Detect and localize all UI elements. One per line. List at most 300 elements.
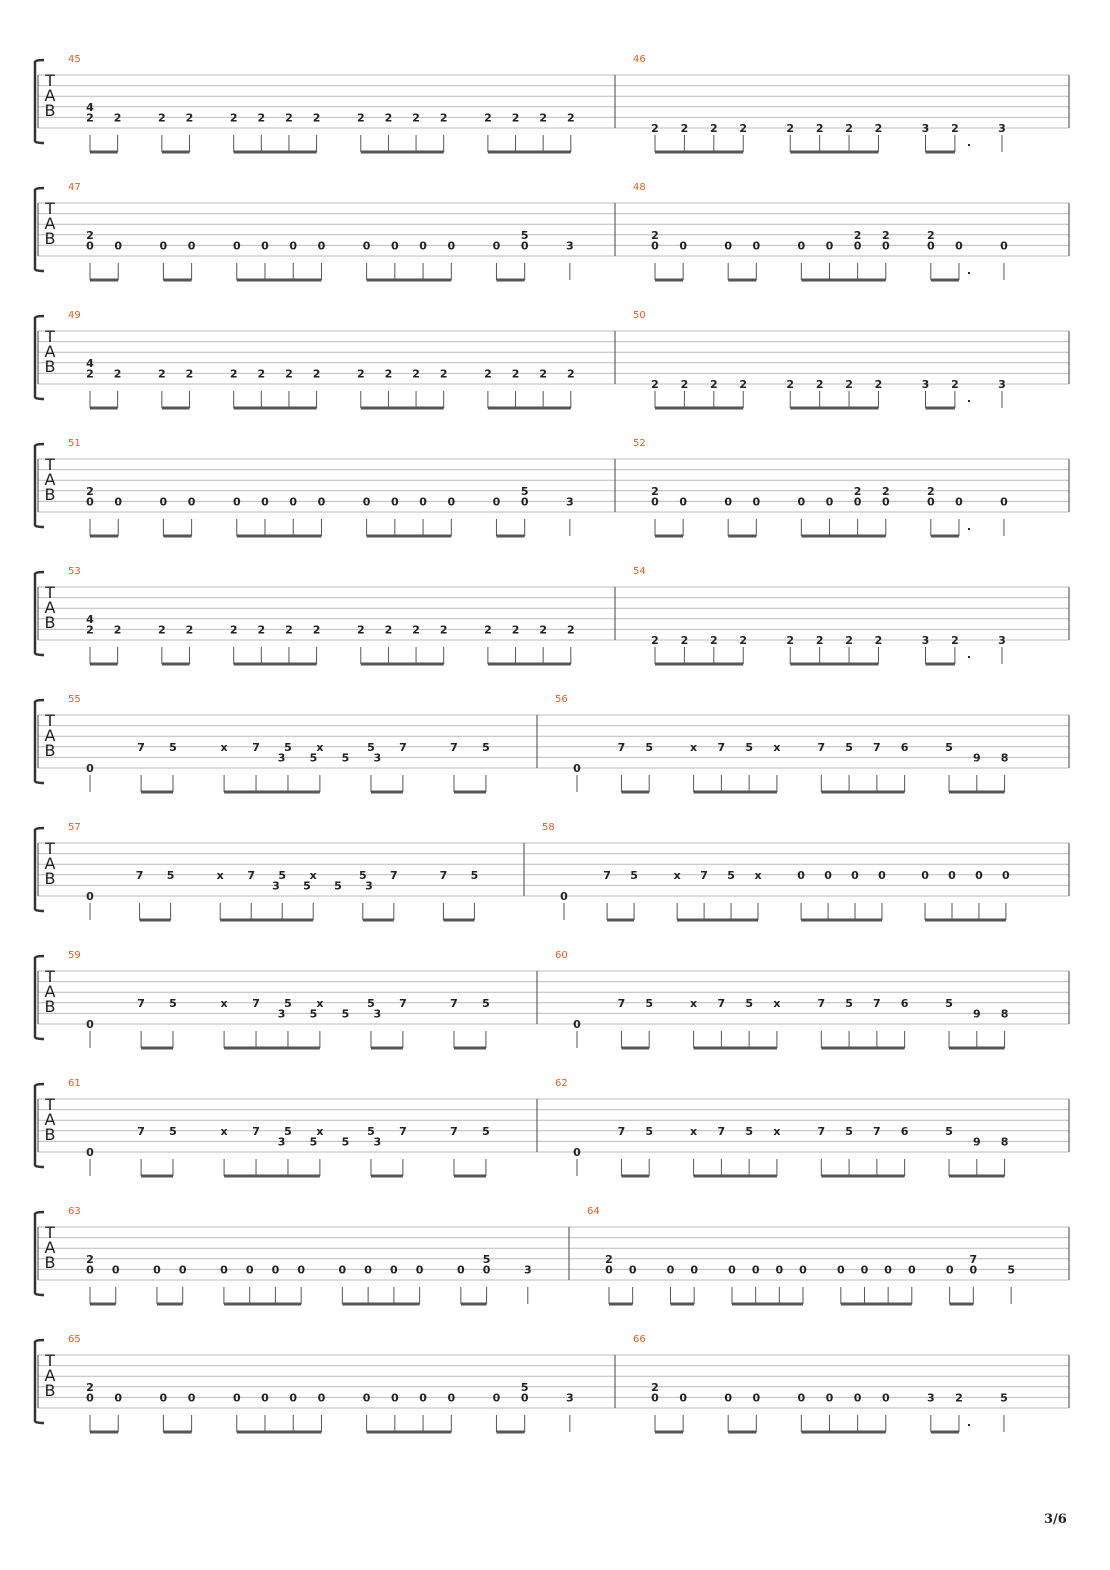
fret-number: 3 <box>998 634 1006 647</box>
fret-number: 2 <box>786 122 795 135</box>
fret-number: x <box>309 868 317 882</box>
fret-number: 2 <box>786 378 795 391</box>
fret-number: 2 <box>229 623 238 637</box>
measure-number: 63 <box>68 1206 81 1217</box>
tab-clef-letter: T <box>45 711 55 730</box>
tab-clef-letter: A <box>44 214 56 233</box>
fret-number: 7 <box>717 740 726 754</box>
tab-clef-letter: A <box>44 598 56 617</box>
fret-number: 0 <box>289 1391 298 1405</box>
fret-number-lower: 3 <box>373 1135 382 1149</box>
fret-number: 9 <box>972 751 981 765</box>
fret-number: x <box>220 1124 228 1138</box>
fret-number: 7 <box>817 996 826 1010</box>
fret-number: 0 <box>797 1391 806 1405</box>
fret-number: 0 <box>825 495 834 509</box>
fret-number: 0 <box>751 1263 760 1277</box>
fret-number: 0 <box>232 495 241 509</box>
fret-number: 3 <box>998 122 1006 135</box>
fret-number-upper: 5 <box>520 228 529 242</box>
dotted-rhythm-mark: . <box>966 520 972 533</box>
fret-number: 7 <box>137 996 145 1010</box>
fret-number: 7 <box>617 740 626 754</box>
fret-number-lower: 5 <box>309 1007 318 1021</box>
fret-number: x <box>220 740 228 754</box>
fret-number-lower: 5 <box>303 879 311 893</box>
measure-number: 55 <box>68 694 81 705</box>
fret-number: 0 <box>289 495 298 509</box>
fret-number: 2 <box>113 367 122 381</box>
fret-number: 2 <box>709 122 718 135</box>
fret-number: 0 <box>884 1263 892 1277</box>
system-bracket <box>35 956 44 1039</box>
fret-number: 0 <box>679 1391 687 1405</box>
fret-number: 7 <box>439 868 448 882</box>
fret-number: 0 <box>114 1391 123 1405</box>
measure-number: 60 <box>555 950 568 961</box>
fret-number: 7 <box>450 740 458 754</box>
tab-clef-letter: B <box>44 229 56 248</box>
fret-number: 3 <box>921 634 930 647</box>
fret-number: 0 <box>799 1263 807 1277</box>
fret-number: 0 <box>836 1263 845 1277</box>
fret-number: 0 <box>447 239 456 253</box>
measure-number: 53 <box>68 566 81 577</box>
fret-number: 2 <box>229 367 238 381</box>
fret-number: x <box>754 868 762 882</box>
fret-number-upper: 2 <box>86 1252 94 1266</box>
tab-clef-letter: T <box>45 71 55 90</box>
fret-number: 5 <box>1007 1263 1015 1277</box>
measure-number: 57 <box>68 822 81 833</box>
fret-number: 0 <box>926 239 935 253</box>
fret-number: 7 <box>252 996 260 1010</box>
fret-number: 0 <box>679 239 687 253</box>
fret-number-upper: 2 <box>86 1380 94 1394</box>
fret-number: 2 <box>484 623 492 637</box>
fret-number-upper: 2 <box>651 484 659 498</box>
fret-number: 2 <box>185 111 194 125</box>
fret-number: 2 <box>680 378 689 391</box>
fret-number: x <box>690 740 698 754</box>
fret-number: 8 <box>1000 1135 1009 1149</box>
fret-number: 0 <box>853 1391 862 1405</box>
fret-number: 0 <box>86 1146 94 1159</box>
fret-number: 7 <box>617 996 626 1010</box>
fret-number: x <box>690 996 698 1010</box>
fret-number: 3 <box>921 378 930 391</box>
fret-number: 0 <box>289 239 298 253</box>
tab-clef-letter: B <box>44 485 56 504</box>
fret-number: 2 <box>651 634 659 647</box>
fret-number: 7 <box>873 996 881 1010</box>
measure-number: 48 <box>633 182 646 193</box>
fret-number: 0 <box>114 495 123 509</box>
tab-clef-letter: T <box>45 1351 55 1370</box>
fret-number: 0 <box>651 239 659 253</box>
tab-clef-letter: T <box>45 327 55 346</box>
fret-number: 2 <box>384 367 393 381</box>
fret-number: 5 <box>845 1124 853 1138</box>
fret-number: 3 <box>921 122 930 135</box>
fret-number: x <box>773 996 781 1010</box>
fret-number: 7 <box>873 740 881 754</box>
fret-number-upper: 4 <box>86 100 94 114</box>
tab-clef-letter: T <box>45 583 55 602</box>
fret-number: 0 <box>492 1391 501 1405</box>
fret-number: 5 <box>367 740 375 754</box>
fret-number: 0 <box>317 1391 326 1405</box>
fret-number: 0 <box>419 495 427 509</box>
tab-clef-letter: T <box>45 455 55 474</box>
measure-number: 52 <box>633 438 646 449</box>
fret-number: 7 <box>247 868 256 882</box>
fret-number: 5 <box>945 1124 953 1138</box>
fret-number: 7 <box>252 740 260 754</box>
fret-number: 0 <box>338 1263 347 1277</box>
fret-number: 2 <box>511 111 520 125</box>
fret-number-upper: 2 <box>86 484 94 498</box>
fret-number: 2 <box>739 122 748 135</box>
fret-number: 0 <box>457 1263 465 1277</box>
fret-number: 0 <box>362 1391 371 1405</box>
fret-number: 0 <box>271 1263 280 1277</box>
tab-clef-letter: B <box>44 997 56 1016</box>
fret-number: 2 <box>356 111 365 125</box>
fret-number: 2 <box>158 367 166 381</box>
fret-number: 0 <box>724 1391 732 1405</box>
fret-number: 0 <box>187 495 196 509</box>
measure-number: 54 <box>633 566 646 577</box>
fret-number: 2 <box>511 623 520 637</box>
fret-number: 7 <box>399 740 407 754</box>
fret-number: 0 <box>728 1263 736 1277</box>
system-bracket <box>35 316 44 399</box>
fret-number: 2 <box>951 122 959 135</box>
fret-number: 0 <box>651 1391 659 1405</box>
fret-number: 0 <box>752 495 761 509</box>
fret-number: 2 <box>439 367 448 381</box>
fret-number: 5 <box>482 996 490 1010</box>
fret-number: 2 <box>539 623 547 637</box>
fret-number: 0 <box>573 762 581 775</box>
fret-number: 2 <box>539 367 547 381</box>
fret-number: 2 <box>285 623 293 637</box>
fret-number: 0 <box>851 868 859 882</box>
fret-number: 0 <box>362 239 371 253</box>
fret-number: 0 <box>881 239 890 253</box>
tab-clef-letter: A <box>44 1110 56 1129</box>
measure-number: 64 <box>587 1206 600 1217</box>
fret-number: 2 <box>285 367 293 381</box>
fret-number: 2 <box>412 111 420 125</box>
fret-number: 5 <box>358 868 367 882</box>
fret-number-lower: 5 <box>309 751 318 765</box>
measure-number: 61 <box>68 1078 81 1089</box>
fret-number: 0 <box>824 868 832 882</box>
fret-number: 7 <box>137 1124 145 1138</box>
fret-number: 0 <box>797 495 806 509</box>
fret-number: 2 <box>86 623 94 637</box>
fret-number: 0 <box>317 239 326 253</box>
fret-number: 0 <box>955 239 963 253</box>
fret-number: 0 <box>232 1391 241 1405</box>
fret-number: 2 <box>113 623 122 637</box>
tab-clef-letter: T <box>45 967 55 986</box>
system-bracket <box>35 188 44 271</box>
tab-clef-letter: T <box>45 1095 55 1114</box>
fret-number: 2 <box>815 634 824 647</box>
fret-number: 6 <box>900 740 909 754</box>
fret-number: 2 <box>285 111 293 125</box>
fret-number-upper: 2 <box>651 228 659 242</box>
fret-number: x <box>690 1124 698 1138</box>
fret-number: 3 <box>926 1391 935 1405</box>
tab-clef-letter: A <box>44 342 56 361</box>
fret-number: 0 <box>390 1263 398 1277</box>
fret-number: 2 <box>874 634 883 647</box>
fret-number: 2 <box>651 122 659 135</box>
fret-number-upper: 2 <box>881 228 890 242</box>
fret-number-upper: 2 <box>651 1380 659 1394</box>
fret-number: 0 <box>391 495 399 509</box>
fret-number: 2 <box>566 367 575 381</box>
fret-number: 5 <box>727 868 735 882</box>
fret-number-lower: 3 <box>373 751 382 765</box>
fret-number: 2 <box>815 378 824 391</box>
measure-number: 56 <box>555 694 568 705</box>
fret-number: 2 <box>257 111 266 125</box>
fret-number: 5 <box>645 740 654 754</box>
fret-number: 2 <box>680 122 689 135</box>
fret-number: 5 <box>470 868 479 882</box>
measure-number: 45 <box>68 54 81 65</box>
fret-number: 0 <box>724 495 732 509</box>
fret-number: 5 <box>1000 1391 1008 1405</box>
fret-number: 0 <box>159 239 168 253</box>
fret-number: 2 <box>845 634 853 647</box>
fret-number: 7 <box>450 1124 458 1138</box>
fret-number: 0 <box>86 1391 94 1405</box>
fret-number: 0 <box>690 1263 698 1277</box>
tab-clef-letter: B <box>44 1381 56 1400</box>
fret-number: 2 <box>874 122 883 135</box>
fret-number-lower: 3 <box>373 1007 382 1021</box>
tab-clef-letter: B <box>44 1125 56 1144</box>
fret-number: x <box>773 740 781 754</box>
fret-number: 0 <box>878 868 886 882</box>
fret-number-upper: 2 <box>853 484 862 498</box>
tab-clef-letter: A <box>44 86 56 105</box>
fret-number: 2 <box>951 634 959 647</box>
fret-number-upper: 5 <box>482 1252 491 1266</box>
fret-number: 7 <box>717 1124 726 1138</box>
fret-number: 7 <box>399 996 407 1010</box>
fret-number: 0 <box>86 890 94 903</box>
fret-number: 7 <box>873 1124 881 1138</box>
fret-number: 0 <box>86 495 94 509</box>
system-bracket <box>35 444 44 527</box>
fret-number: 0 <box>853 239 862 253</box>
fret-number: 5 <box>645 1124 654 1138</box>
fret-number: 0 <box>797 868 805 882</box>
fret-number: 0 <box>724 239 732 253</box>
fret-number: 2 <box>356 367 365 381</box>
fret-number: 3 <box>566 495 574 509</box>
measure-number: 59 <box>68 950 81 961</box>
fret-number: 0 <box>492 495 501 509</box>
fret-number: 5 <box>284 740 292 754</box>
fret-number: 0 <box>447 495 456 509</box>
tab-clef-letter: A <box>44 726 56 745</box>
fret-number: 2 <box>651 378 659 391</box>
fret-number-upper: 2 <box>853 228 862 242</box>
fret-number: 5 <box>166 868 175 882</box>
fret-number: 0 <box>969 1263 978 1277</box>
fret-number: 0 <box>159 495 168 509</box>
fret-number: 7 <box>389 868 398 882</box>
tab-clef-letter: A <box>44 1366 56 1385</box>
fret-number: 5 <box>367 1124 375 1138</box>
fret-number: 5 <box>367 996 375 1010</box>
system-bracket <box>35 700 44 783</box>
fret-number-lower: 5 <box>341 751 350 765</box>
fret-number: 7 <box>817 740 826 754</box>
fret-number: 0 <box>86 239 94 253</box>
fret-number: 0 <box>881 495 890 509</box>
fret-number: 0 <box>245 1263 254 1277</box>
fret-number-lower: 3 <box>277 751 286 765</box>
fret-number: 0 <box>297 1263 306 1277</box>
fret-number: 2 <box>786 634 795 647</box>
fret-number: 8 <box>1000 1007 1009 1021</box>
fret-number: 0 <box>317 495 326 509</box>
fret-number: 0 <box>391 1391 399 1405</box>
fret-number: 9 <box>972 1007 981 1021</box>
fret-number: 2 <box>86 367 94 381</box>
fret-number: 7 <box>450 996 458 1010</box>
fret-number: 8 <box>1000 751 1009 765</box>
measure-number: 50 <box>633 310 646 321</box>
fret-number: 0 <box>520 239 529 253</box>
dotted-rhythm-mark: . <box>966 392 972 405</box>
fret-number: 0 <box>419 1391 427 1405</box>
fret-number: x <box>316 1124 324 1138</box>
tab-clef-letter: T <box>45 839 55 858</box>
tab-clef-letter: A <box>44 854 56 873</box>
fret-number-upper: 2 <box>881 484 890 498</box>
fret-number: 7 <box>617 1124 626 1138</box>
measure-number: 66 <box>633 1334 646 1345</box>
fret-number: 0 <box>419 239 427 253</box>
fret-number: 0 <box>752 239 761 253</box>
tab-clef-letter: B <box>44 613 56 632</box>
fret-number: 0 <box>860 1263 869 1277</box>
fret-number: 2 <box>951 378 959 391</box>
fret-number-lower: 5 <box>341 1135 350 1149</box>
fret-number: 5 <box>169 996 177 1010</box>
fret-number: 5 <box>645 996 654 1010</box>
fret-number: 0 <box>921 868 929 882</box>
fret-number: 2 <box>439 623 448 637</box>
tab-clef-letter: A <box>44 1238 56 1257</box>
fret-number: 5 <box>745 1124 753 1138</box>
fret-number: 2 <box>158 623 166 637</box>
fret-number: 0 <box>1000 239 1008 253</box>
fret-number: 0 <box>364 1263 372 1277</box>
fret-number: 2 <box>412 367 420 381</box>
fret-number: 0 <box>825 1391 834 1405</box>
fret-number: 5 <box>284 996 292 1010</box>
fret-number: 2 <box>955 1391 963 1405</box>
fret-number: 2 <box>815 122 824 135</box>
fret-number: 5 <box>284 1124 292 1138</box>
fret-number: 0 <box>447 1391 456 1405</box>
fret-number: 2 <box>680 634 689 647</box>
fret-number: 0 <box>86 762 94 775</box>
fret-number: 2 <box>384 111 393 125</box>
fret-number: x <box>316 740 324 754</box>
fret-number: 5 <box>278 868 287 882</box>
fret-number: 0 <box>775 1263 784 1277</box>
fret-number: 2 <box>845 122 853 135</box>
measure-number: 65 <box>68 1334 81 1345</box>
tab-clef-letter: B <box>44 741 56 760</box>
fret-number: 5 <box>745 740 753 754</box>
fret-number: 3 <box>566 239 574 253</box>
fret-number: 0 <box>907 1263 916 1277</box>
fret-number: 7 <box>137 740 145 754</box>
fret-number-lower: 3 <box>277 1135 286 1149</box>
fret-number-upper: 2 <box>86 228 94 242</box>
dotted-rhythm-mark: . <box>966 1416 972 1429</box>
fret-number: 5 <box>945 740 953 754</box>
fret-number: 0 <box>797 239 806 253</box>
fret-number-upper: 5 <box>520 484 529 498</box>
fret-number: 0 <box>362 495 371 509</box>
fret-number: 2 <box>566 623 575 637</box>
fret-number-upper: 4 <box>86 612 94 626</box>
fret-number: 5 <box>630 868 638 882</box>
fret-number: 0 <box>520 495 529 509</box>
tab-clef-letter: T <box>45 1223 55 1242</box>
fret-number: 2 <box>356 623 365 637</box>
system-bracket <box>35 60 44 143</box>
fret-number-lower: 3 <box>365 879 373 893</box>
fret-number: 5 <box>945 996 953 1010</box>
fret-number: 7 <box>700 868 708 882</box>
fret-number: 2 <box>312 623 321 637</box>
fret-number: 2 <box>185 367 194 381</box>
fret-number: 7 <box>252 1124 260 1138</box>
fret-number: 2 <box>86 111 94 125</box>
fret-number: x <box>316 996 324 1010</box>
fret-number: 2 <box>312 367 321 381</box>
fret-number: 2 <box>229 111 238 125</box>
fret-number: 2 <box>257 623 266 637</box>
fret-number: 0 <box>975 868 983 882</box>
fret-number-upper: 4 <box>86 356 94 370</box>
fret-number-lower: 3 <box>272 879 280 893</box>
fret-number-upper: 2 <box>926 228 935 242</box>
fret-number: 0 <box>86 1018 94 1031</box>
fret-number: 0 <box>520 1391 529 1405</box>
fret-number: 2 <box>874 378 883 391</box>
dotted-rhythm-mark: . <box>966 136 972 149</box>
fret-number: 2 <box>312 111 321 125</box>
fret-number-lower: 3 <box>277 1007 286 1021</box>
fret-number: 3 <box>566 1391 574 1405</box>
